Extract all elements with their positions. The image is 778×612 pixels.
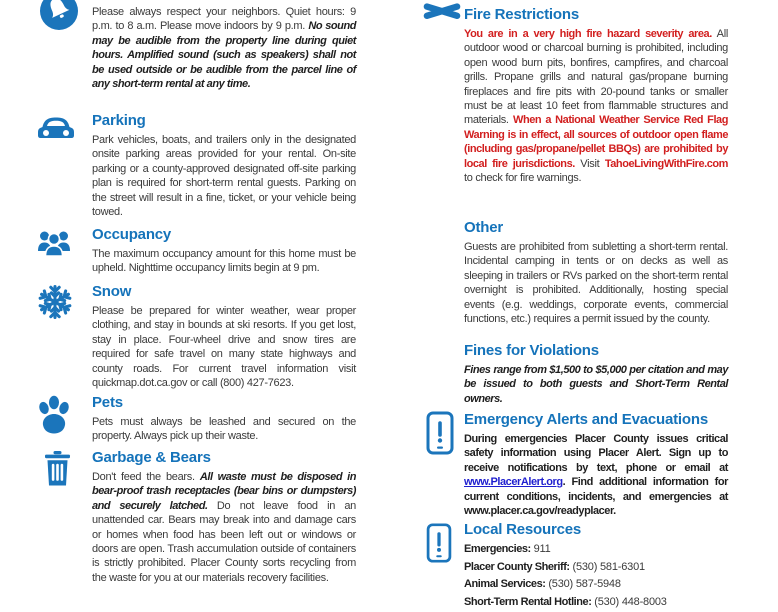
text-run: When a National Weather Service Red Flag Warning is in effect, all sources of outdoor open flame (including gas/propane/pellet BBQs) are prohibited by local fire jurisdictions. — [464, 114, 728, 170]
megaphone-circle-icon — [40, 0, 78, 30]
text-run: (530) 587-5948 — [545, 578, 621, 591]
section-title-fire: Fire Restrictions — [464, 6, 579, 23]
resource-line-str-hotline — [464, 595, 728, 609]
text-run: Emergencies: — [464, 543, 531, 555]
campfire-icon — [421, 0, 463, 20]
resource-line-animal-services — [464, 577, 728, 591]
section-noise — [92, 0, 356, 91]
text-run: You are in a very high fire hazard severity area. — [464, 28, 712, 40]
text-run: Park vehicles, boats, and trailers only in the designated onsite parking areas provided for your rental. On-site parking or a county-approved designated off-site parking plan is required for short-term rental guests. Parking on the street will result in a fine, ticket, or your vehicle being towed. — [92, 134, 356, 219]
car-icon — [37, 114, 75, 142]
text-run: Guests are prohibited from subletting a short-term rental. Incidental camping in tents or on decks as well as sleeping in trailers or RVs parked on the short-term rental overnight is prohibited. Additionally, hosting special events (e.g. weddings, corporate events, commercial functions, etc.) requires a permit issued by the county. — [464, 241, 728, 326]
section-parking — [92, 112, 356, 219]
text-run: 911 — [530, 543, 551, 555]
snow-paragraph — [92, 304, 356, 390]
snowflake-icon — [36, 283, 74, 321]
text-run: All outdoor wood or charcoal burning is prohibited, including open wood burn pits, bonfires, campfires, and charcoal grills. Propane grills and natural gas/propane burning fireplaces and fire pits with 20-pound tanks or smaller must be at least 10 feet from flammable structures and materials. — [464, 28, 728, 127]
paw-icon — [36, 394, 72, 434]
section-other — [464, 219, 728, 326]
section-title-local-resources: Local Resources — [464, 521, 582, 538]
text-run: Short-Term Rental Hotline: — [464, 595, 592, 608]
section-garbage — [92, 449, 356, 585]
text-run: . Find additional information for current conditions, incidents, and emergencies at www.placer.ca.gov/readyplacer. — [464, 476, 728, 518]
text-run: (530) 448-8003 — [591, 595, 667, 608]
text-run: Placer County Sheriff: — [464, 560, 570, 573]
text-run: During emergencies Placer County issues critical safety information using Placer Alert. Sign up to receive notifications by text, phone or email at — [464, 433, 728, 474]
section-fire — [464, 6, 728, 185]
text-run: Fines range from $1,500 to $5,000 per citation and may be issued to both guests and Short-Term Rental owners. — [464, 364, 728, 405]
section-fines — [464, 342, 728, 406]
text-run: Pets must always be leashed and secured on the property. Always pick up their waste. — [92, 416, 356, 443]
resource-line-emergencies — [464, 542, 728, 556]
section-title-other: Other — [464, 219, 504, 236]
section-title-snow: Snow — [92, 283, 132, 300]
section-title-occupancy: Occupancy — [92, 226, 172, 243]
section-pets — [92, 394, 356, 444]
occupancy-paragraph — [92, 247, 356, 276]
text-run: The maximum occupancy amount for this home must be upheld. Nighttime occupancy limits begin at 9 pm. — [92, 248, 356, 275]
section-title-pets: Pets — [92, 394, 123, 411]
text-run: No sound may be audible from the property line during quiet hours. Amplified sound (such as speakers) shall not be used outside or be audible from the parcel line of any short-term rental at any time. — [92, 20, 356, 91]
section-occupancy — [92, 226, 356, 276]
text-run: Animal Services: — [464, 578, 546, 591]
placeralert-link[interactable]: www.PlacerAlert.org — [464, 476, 563, 489]
section-snow — [92, 283, 356, 390]
resource-line-sheriff — [464, 560, 728, 574]
phone-alert-icon — [424, 523, 454, 563]
text-run: TahoeLivingWithFire.com — [604, 157, 728, 170]
text-run: Please be prepared for winter weather, wear proper clothing, and stay in bounds at ski resorts. If you get lost, stay in place. Four-wheel drive and snow tires are required for safe travel on many state highways and county roads. For current travel information visit quickmap.dot.ca.gov or call (800) 427-7623. — [92, 305, 356, 390]
trash-can-icon — [44, 451, 71, 486]
people-group-icon — [37, 228, 71, 258]
phone-alert-icon — [424, 411, 456, 455]
text-run: Don't feed the bears. — [92, 471, 200, 483]
text-run: Do not leave food in an unattended car. Bears may break into and damage cars or homes when food has been left out or windows or doors are open. Trash accumulation outside of containers is strictly prohibited. Placer County sorts recycling from the waste for you at our materials recovery facilities. — [92, 499, 356, 584]
emergency-paragraph — [464, 432, 728, 518]
text-run: All waste must be disposed in bear-proof trash receptacles (bear bins or dumpsters) and securely latched. — [92, 471, 356, 512]
other-paragraph — [464, 240, 728, 326]
section-title-fines: Fines for Violations — [464, 342, 599, 359]
pets-paragraph — [92, 415, 356, 444]
fire-paragraph — [464, 27, 728, 185]
section-emergency — [464, 411, 728, 518]
text-run: (530) 581-6301 — [569, 560, 645, 573]
text-run: to check for fire warnings. — [464, 172, 582, 185]
section-title-noise — [92, 0, 356, 2]
section-local-resources — [464, 521, 728, 612]
section-title-emergency: Emergency Alerts and Evacuations — [464, 411, 708, 428]
section-title-parking: Parking — [92, 112, 146, 129]
text-run: Visit — [574, 157, 605, 170]
text-run: Please always respect your neighbors. Quiet hours: 9 p.m. to 8 a.m. Please move indoors by 9 p.m. — [92, 6, 356, 33]
parking-paragraph — [92, 133, 356, 219]
noise-paragraph — [92, 5, 356, 91]
section-title-garbage: Garbage & Bears — [92, 449, 211, 466]
garbage-paragraph — [92, 470, 356, 585]
fines-paragraph — [464, 363, 728, 406]
